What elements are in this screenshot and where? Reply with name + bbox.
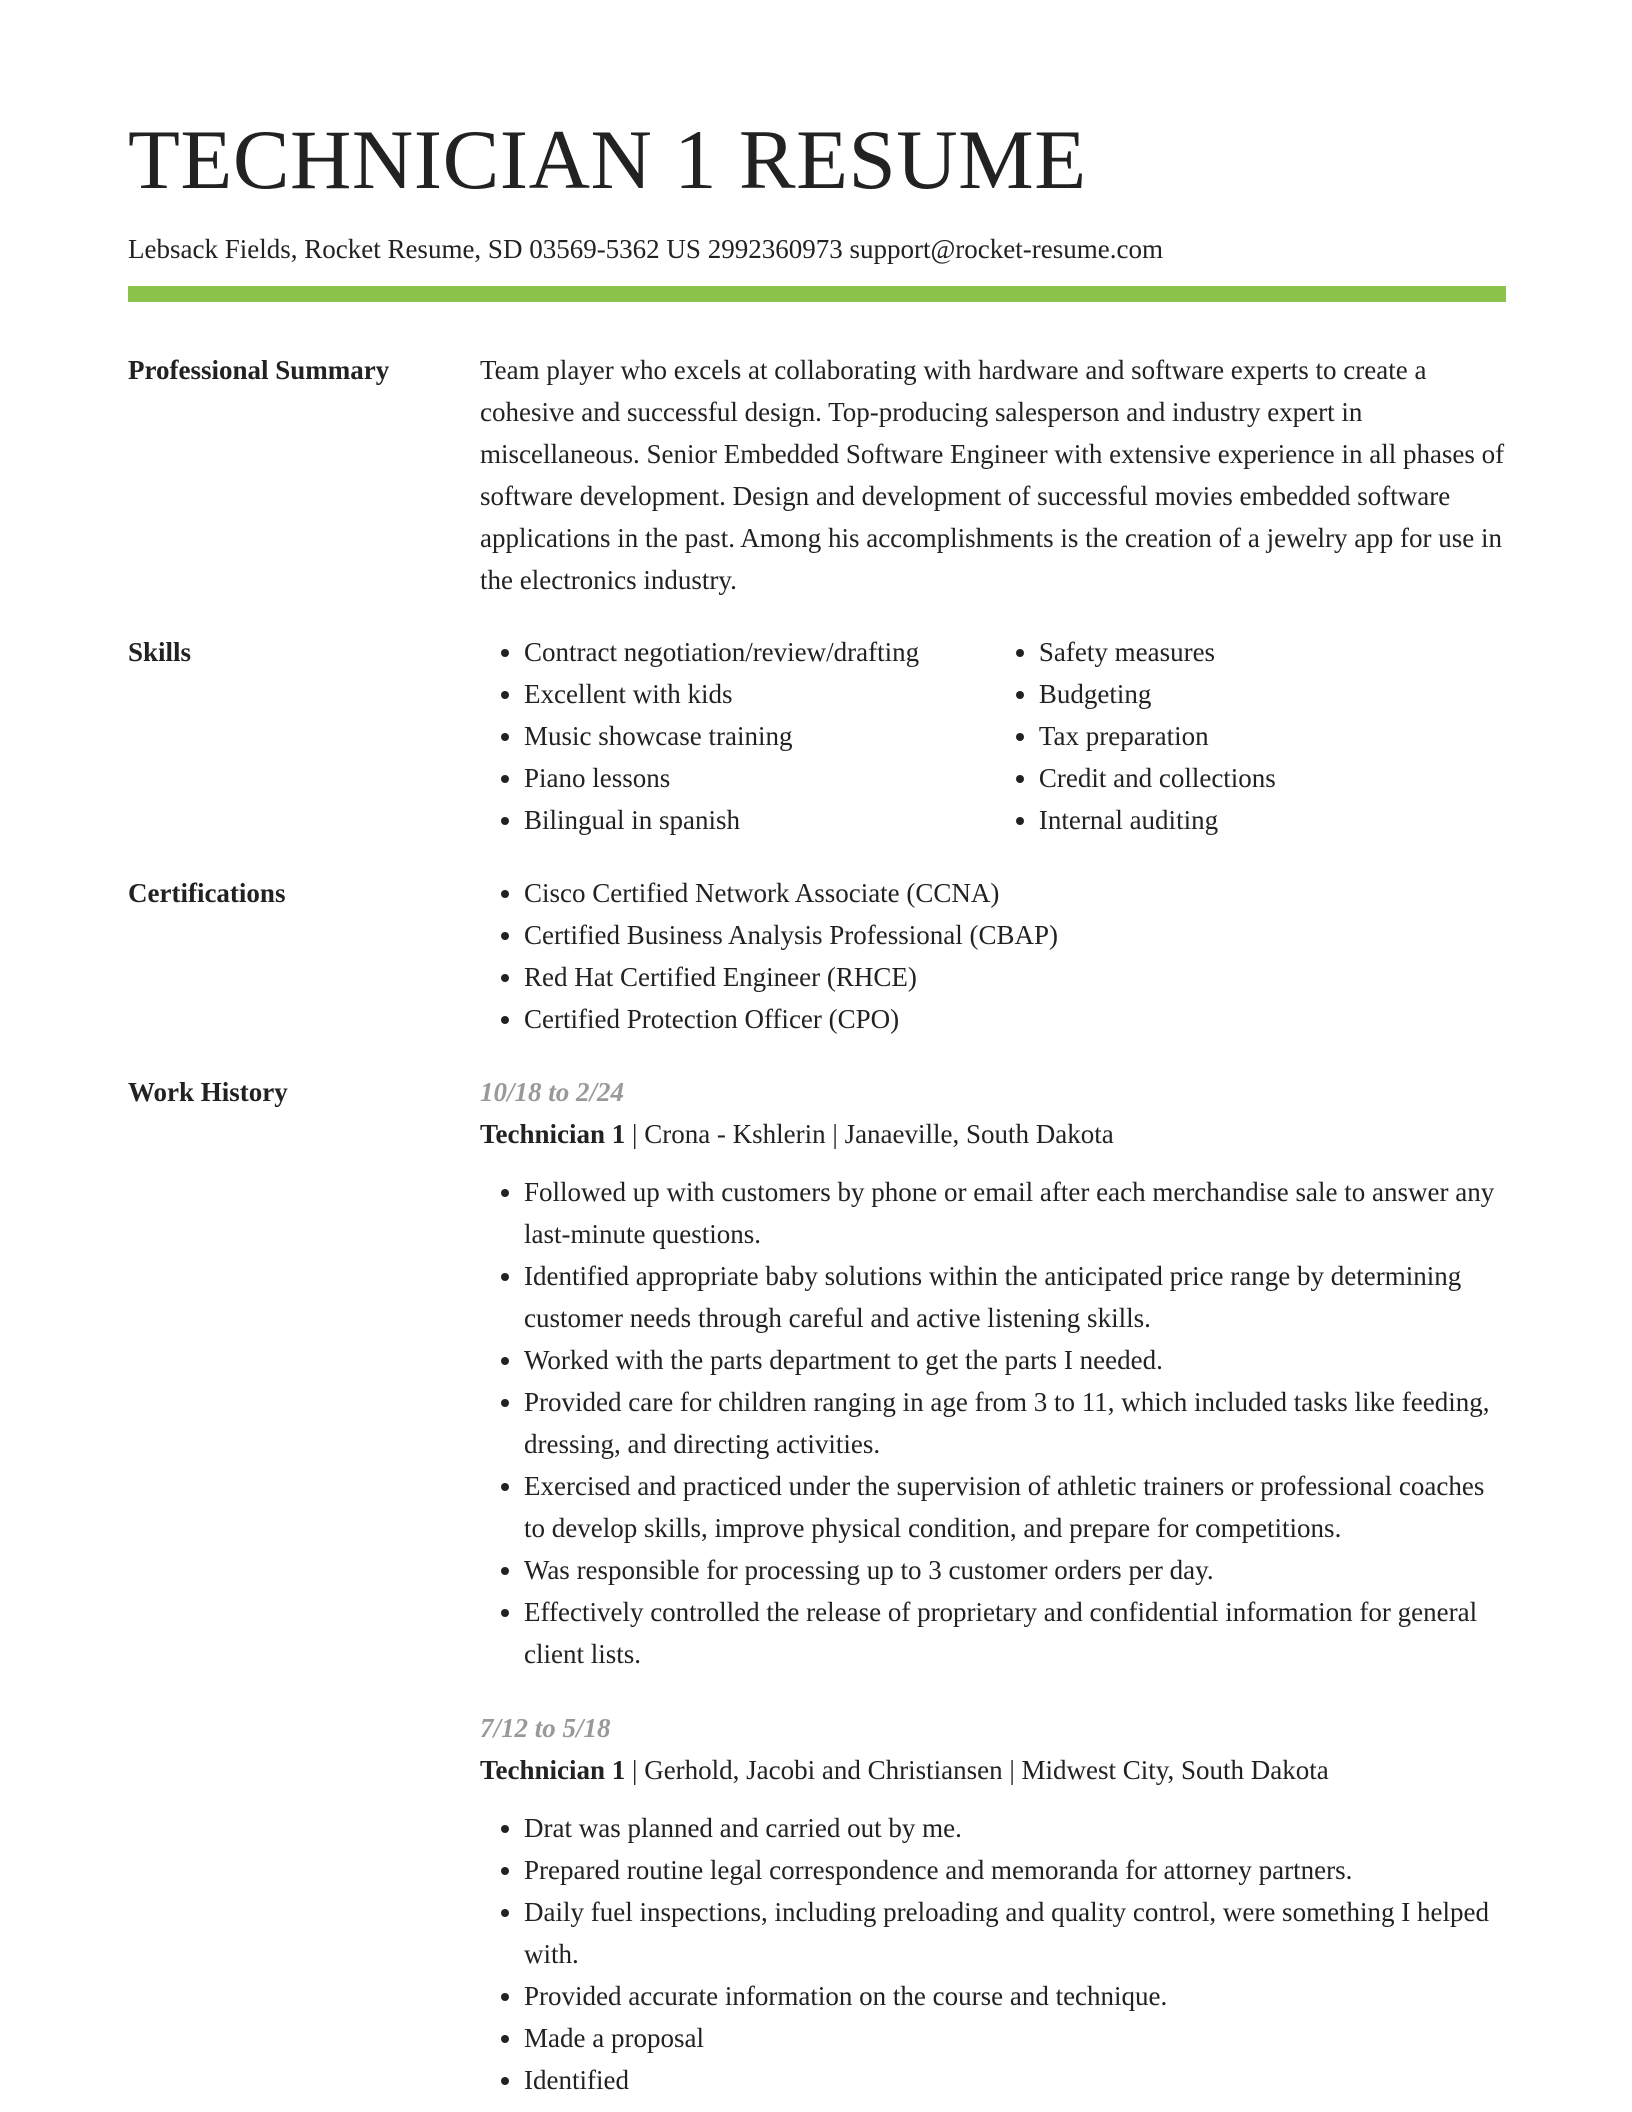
job-bullet: • Made a proposal <box>524 2017 1506 2059</box>
skill-item: • Excellent with kids <box>524 673 995 715</box>
certifications-label: Certifications <box>128 878 286 908</box>
summary-text: Team player who excels at collaborating with hardware and software experts to create a cohesive and successful design. Top-producing salesperson and industry expert in miscellaneous. Senior Embedded Software Engineer with extensive experience in all phases of software development. Design and development of successful movies embedded software applications in the past. Among his accomplishments is the creation of a jewelry app for use in the electronics industry. <box>480 355 1505 595</box>
job-bullets <box>480 1807 1506 2101</box>
job-bullet: • Was responsible for processing up to 3 customer orders per day. <box>524 1549 1506 1591</box>
job-title: Technician 1 <box>480 1119 626 1149</box>
job-heading <box>480 1113 1506 1155</box>
skill-item: • Tax preparation <box>1039 715 1506 757</box>
job-bullet: • Provided care for children ranging in age from 3 to 11, which included tasks like feeding, dressing, and directing activities. <box>524 1381 1506 1465</box>
summary-body <box>480 349 1506 601</box>
job-heading <box>480 1749 1506 1791</box>
skills-list-left <box>480 631 995 841</box>
certification-item: • Certified Business Analysis Professional (CBAP) <box>524 914 1506 956</box>
job-entry <box>480 1707 1506 2101</box>
job-bullet: • Identified appropriate baby solutions within the anticipated price range by determining customer needs through careful and active listening skills. <box>524 1255 1506 1339</box>
job-dates: 7/12 to 5/18 <box>480 1713 611 1743</box>
skill-item: • Bilingual in spanish <box>524 799 995 841</box>
skill-item: • Contract negotiation/review/drafting <box>524 631 995 673</box>
skills-list-right <box>995 631 1506 841</box>
job-bullet: • Worked with the parts department to get the parts I needed. <box>524 1339 1506 1381</box>
skills-body <box>480 631 1506 841</box>
skill-item: • Credit and collections <box>1039 757 1506 799</box>
job-bullets <box>480 1171 1506 1675</box>
skill-item: • Internal auditing <box>1039 799 1506 841</box>
skill-item: • Safety measures <box>1039 631 1506 673</box>
certifications-list <box>480 872 1506 1040</box>
job-bullet: • Prepared routine legal correspondence and memoranda for attorney partners. <box>524 1849 1506 1891</box>
skill-item: • Piano lessons <box>524 757 995 799</box>
contact-info: Lebsack Fields, Rocket Resume, SD 03569-5362 US 2992360973 support@rocket-resume.com <box>128 234 1163 264</box>
header-divider <box>128 286 1506 302</box>
job-dates: 10/18 to 2/24 <box>480 1077 625 1107</box>
certification-item: • Cisco Certified Network Associate (CCNA) <box>524 872 1506 914</box>
resume-title: TECHNICIAN 1 RESUME <box>128 113 1087 207</box>
job-bullet: • Exercised and practiced under the supervision of athletic trainers or professional coaches to develop skills, improve physical condition, and prepare for competitions. <box>524 1465 1506 1549</box>
job-bullet: • Daily fuel inspections, including preloading and quality control, were something I helped with. <box>524 1891 1506 1975</box>
job-bullet: • Identified <box>524 2059 1506 2101</box>
job-bullet: • Provided accurate information on the course and technique. <box>524 1975 1506 2017</box>
skill-item: • Music showcase training <box>524 715 995 757</box>
certification-item: • Red Hat Certified Engineer (RHCE) <box>524 956 1506 998</box>
work-history-label: Work History <box>128 1077 288 1107</box>
job-title: Technician 1 <box>480 1755 626 1785</box>
job-bullet: • Effectively controlled the release of proprietary and confidential information for general client lists. <box>524 1591 1506 1675</box>
certification-item: • Certified Protection Officer (CPO) <box>524 998 1506 1040</box>
job-bullet: • Followed up with customers by phone or email after each merchandise sale to answer any last-minute questions. <box>524 1171 1506 1255</box>
summary-label: Professional Summary <box>128 355 390 385</box>
job-bullet: • Drat was planned and carried out by me. <box>524 1807 1506 1849</box>
job-entry <box>480 1071 1506 1675</box>
certifications-body <box>480 872 1506 1040</box>
skill-item: • Budgeting <box>1039 673 1506 715</box>
work-history-body <box>480 1071 1506 2101</box>
skills-label: Skills <box>128 637 192 667</box>
job-employer-location: | Gerhold, Jacobi and Christiansen | Midwest City, South Dakota <box>625 1755 1329 1785</box>
job-employer-location: | Crona - Kshlerin | Janaeville, South Dakota <box>625 1119 1114 1149</box>
